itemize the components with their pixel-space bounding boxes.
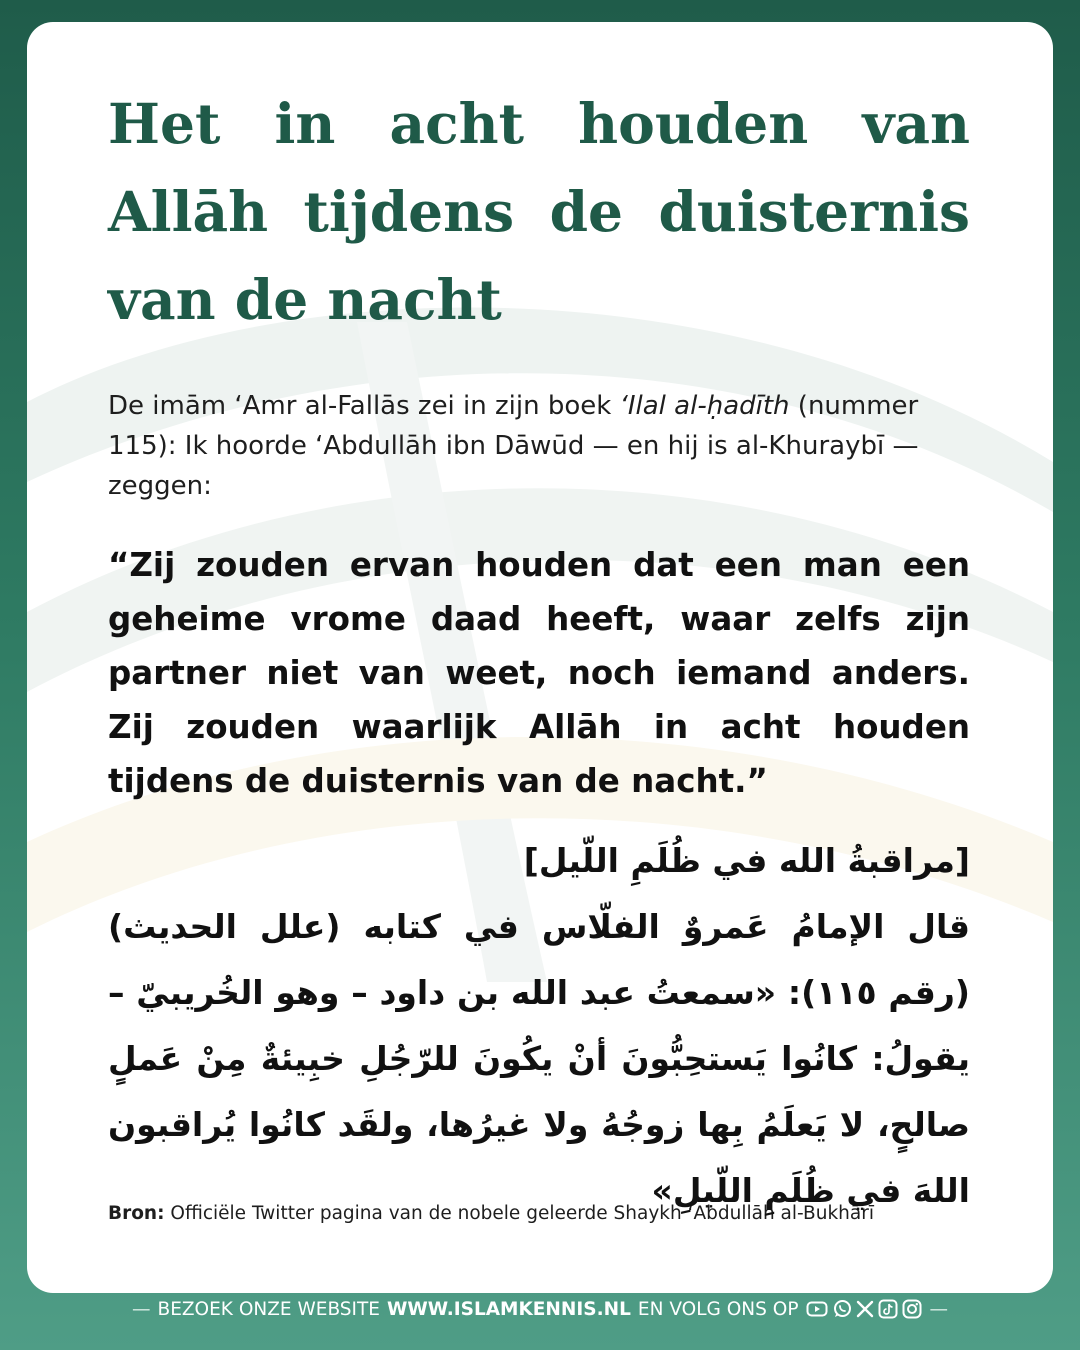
content-card: [27, 22, 1053, 1293]
whatsapp-icon[interactable]: [832, 1299, 852, 1319]
source-label: Bron:: [108, 1203, 165, 1224]
website-link[interactable]: WWW.ISLAMKENNIS.NL: [387, 1298, 631, 1320]
tiktok-icon[interactable]: [878, 1299, 898, 1319]
x-icon[interactable]: [856, 1299, 874, 1319]
book-title: ‘Ilal al-ḥadīth: [619, 391, 790, 421]
footer-text-after: EN VOLG ONS OP: [637, 1298, 799, 1320]
intro-text-before: De imām ‘Amr al-Fallās zei in zijn boek: [108, 391, 620, 421]
arabic-body: قال الإمامُ عَمروٌ الفلّاس في كتابه (علل الحديث) (رقم ١١٥): «سمعتُ عبد الله بن داود – وهو الخُريبيّ – يقولُ: كانُوا يَستحِبُّونَ أنْ يكُونَ للرّجُلِ خبِيئةٌ مِنْ عَملٍ صالحٍ، لا يَعلَمُ بِها زوجُهُ ولا غيرُها، ولقَد كانُوا يُراقبون اللهَ في ظُلَمِ اللّيلِ»: [108, 907, 970, 1210]
footer-bar: [0, 1294, 1080, 1324]
social-icons: [806, 1299, 922, 1319]
instagram-icon[interactable]: [902, 1299, 922, 1319]
intro-text-after: (nummer 115): Ik hoorde ‘Abdullāh ibn Dāwūd — en hij is al-Khuraybī — zeggen:: [108, 391, 919, 501]
arabic-heading: [مراقبةُ الله في ظُلَمِ اللّيل]: [523, 841, 970, 880]
footer-dash-left: —: [132, 1298, 151, 1320]
youtube-icon[interactable]: [806, 1299, 828, 1319]
quote-paragraph: “Zij zouden ervan houden dat een man een geheime vrome daad heeft, waar zelfs zijn partner niet van weet, noch iemand anders. Zij zouden waarlijk Allāh in acht houden tijdens de duisternis van de nacht.”: [108, 546, 970, 800]
page-title: Het in acht houden van Allāh tijdens de duisternis van de nacht: [108, 91, 970, 332]
footer-text-before: BEZOEK ONZE WEBSITE: [157, 1298, 380, 1320]
footer-dash-right: —: [929, 1298, 948, 1320]
main-content: [108, 22, 970, 1224]
source-text: Officiële Twitter pagina van de nobele geleerde Shaykh ‘Abdullāh al-Bukhārī: [164, 1203, 874, 1224]
arabic-text-block: [108, 828, 970, 1224]
intro-paragraph: [108, 386, 970, 506]
